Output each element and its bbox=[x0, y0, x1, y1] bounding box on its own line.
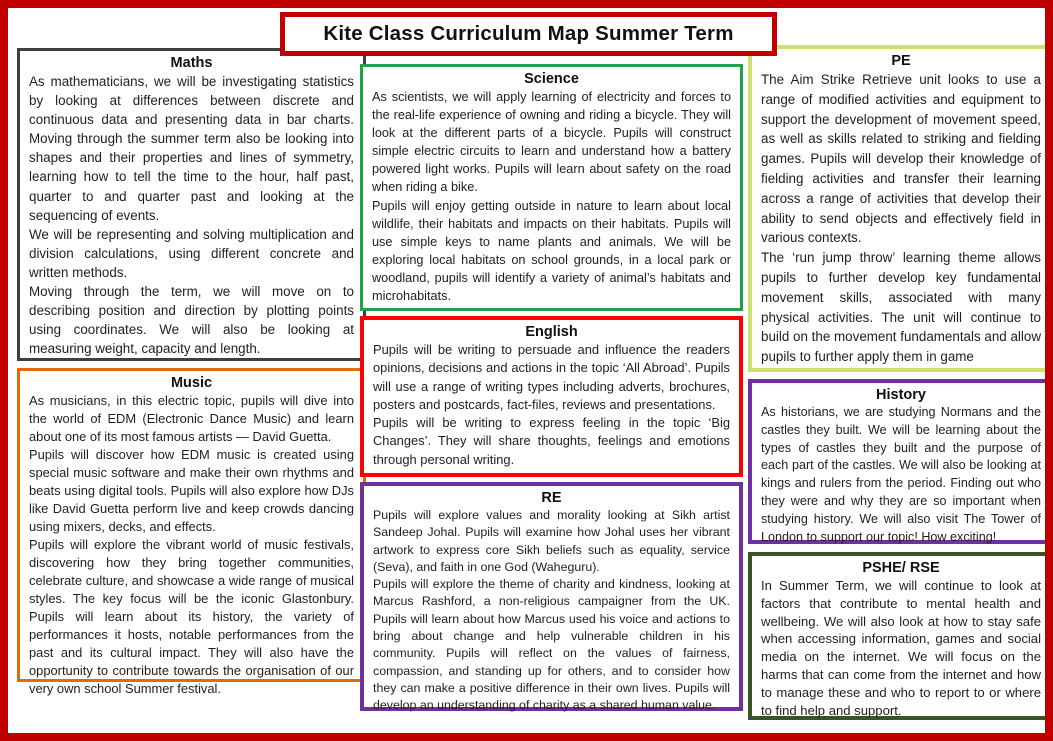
maths-paragraph: Moving through the term, we will move on to describing position and direction by plotting points using coordinates. We will also be looking at measuring weight, capacity and length. bbox=[29, 284, 354, 357]
pe-paragraph: The ‘run jump throw’ learning theme allows pupils to further develop key fundamental movement skills, associated with many physical activities. The unit will continue to build on the movement fundamentals and allow pupils to further apply them in game bbox=[761, 250, 1041, 365]
english-heading: English bbox=[525, 324, 578, 340]
science-paragraph: Pupils will enjoy getting outside in nature to learn about local wildlife, their habitats and impacts on their habitats. Pupils will use simple keys to name plants and animals. We will be exploring local habitats on school grounds, in a local park or woodland, pupils will identify a variety of animal’s habitats and microhabitats. bbox=[372, 198, 731, 304]
page-title: Kite Class Curriculum Map Summer Term bbox=[323, 22, 734, 45]
pshe-rse-paragraph: In Summer Term, we will continue to look at factors that contribute to mental health and wellbeing. We will also look at how to stay safe when accessing information, games and social media on the internet. We will focus on the harms that can come from the internet and how to manage these and who to report to or where to find help and support. bbox=[761, 578, 1041, 718]
english-paragraph: Pupils will be writing to express feeling in the topic ‘Big Changes’. They will share thoughts, feelings and emotions through personal writing. bbox=[373, 415, 730, 467]
title-banner bbox=[280, 12, 777, 56]
english-paragraph: Pupils will be writing to persuade and influence the readers opinions, decisions and actions in the topic ‘All Abroad’. Pupils will use a range of writing types including adverts, brochures, posters and postcards, fact-files, reviews and presentations. bbox=[373, 342, 730, 412]
music-paragraph: Pupils will discover how EDM music is created using special music software and make their own rhythms and beats using digital tools. Pupils will also explore how DJs like David Guetta perform live and keep crowds dancing using mixers, decks, and effects. bbox=[29, 447, 354, 534]
history-paragraph: As historians, we are studying Normans and the castles they built. We will be learning about the types of castles they built and the purpose of each part of the castles. We will also be looking at kings and rulers from the period. Finding out who they were and why they are so important when studying history. We will also visit The Tower of London to support our topic! How exciting! bbox=[761, 405, 1041, 544]
science-box bbox=[360, 64, 743, 311]
maths-paragraph: As mathematicians, we will be investigating statistics by looking at differences between discrete and continuous data and presenting data in bar charts. Moving through the summer term also be looking into shapes and their properties and lines of symmetry, learning how to tell the time to the hour, half past, quarter to and quarter past and looking at the sequencing of events. bbox=[29, 74, 354, 223]
history-box bbox=[748, 379, 1053, 544]
music-paragraph: Pupils will explore the vibrant world of music festivals, discovering how they bring together communities, celebrate culture, and showcase a wide range of musical styles. The key focus will be the iconic Glastonbury. Pupils will learn about its history, the variety of performances it hosts, notable performances from the past and its cultural impact. They will also have the opportunity to contribute towards the organisation of our very own school Summer festival. bbox=[29, 537, 354, 696]
music-heading: Music bbox=[170, 375, 213, 391]
maths-box bbox=[17, 48, 366, 361]
history-heading: History bbox=[876, 387, 926, 403]
science-paragraph: As scientists, we will apply learning of electricity and forces to the real-life experience of owning and riding a bicycle. They will look at the different parts of a bicycle. Pupils will construct simple electric circuits to learn and understand how a battery powered light works. Pupils will learn about safety on the road when riding a bike. bbox=[372, 90, 731, 195]
science-heading: Science bbox=[524, 71, 579, 87]
english-box bbox=[360, 316, 743, 477]
music-box bbox=[17, 368, 366, 696]
music-paragraph: As musicians, in this electric topic, pupils will dive into the world of EDM (Electronic Dance Music) and learn about one of its most famous artists — David Guetta. bbox=[29, 393, 354, 444]
re-heading: RE bbox=[541, 490, 562, 506]
re-paragraph: Pupils will explore values and morality looking at Sikh artist Sandeep Johal. Pupils will examine how Johal uses her vibrant artwork to express core Sikh beliefs such as equality, service (Seva), and faith in one God (Waheguru). bbox=[373, 508, 730, 574]
re-paragraph: Pupils will explore the theme of charity and kindness, looking at Marcus Rashford, a non-religious campaigner from the UK. Pupils will learn about how Marcus used his voice and actions to bring about change and help vulnerable children in his community. Pupils will reflect on the values of fairness, compassion, and standing up for others, and to consider how they can make a positive difference in their own lives. Pupils will develop an understanding of charity as a shared human value. bbox=[373, 577, 730, 713]
pshe-rse-heading: PSHE/ RSE bbox=[862, 560, 940, 576]
pshe-rse-box bbox=[748, 552, 1053, 720]
maths-paragraph: We will be representing and solving multiplication and division calculations, using different concrete and written methods. bbox=[29, 226, 354, 280]
pe-paragraph: The Aim Strike Retrieve unit looks to use a range of modified activities and equipment to support the development of movement speed, as well as skills related to striking and fielding games. Pupils will develop their knowledge of fielding activities and transfer their learning across a range of activities that develop their ability to send objects and effectively field in various contexts. bbox=[761, 72, 1041, 246]
pe-box bbox=[748, 45, 1053, 372]
maths-heading: Maths bbox=[170, 55, 213, 71]
re-box bbox=[360, 482, 743, 711]
pe-heading: PE bbox=[891, 53, 911, 69]
